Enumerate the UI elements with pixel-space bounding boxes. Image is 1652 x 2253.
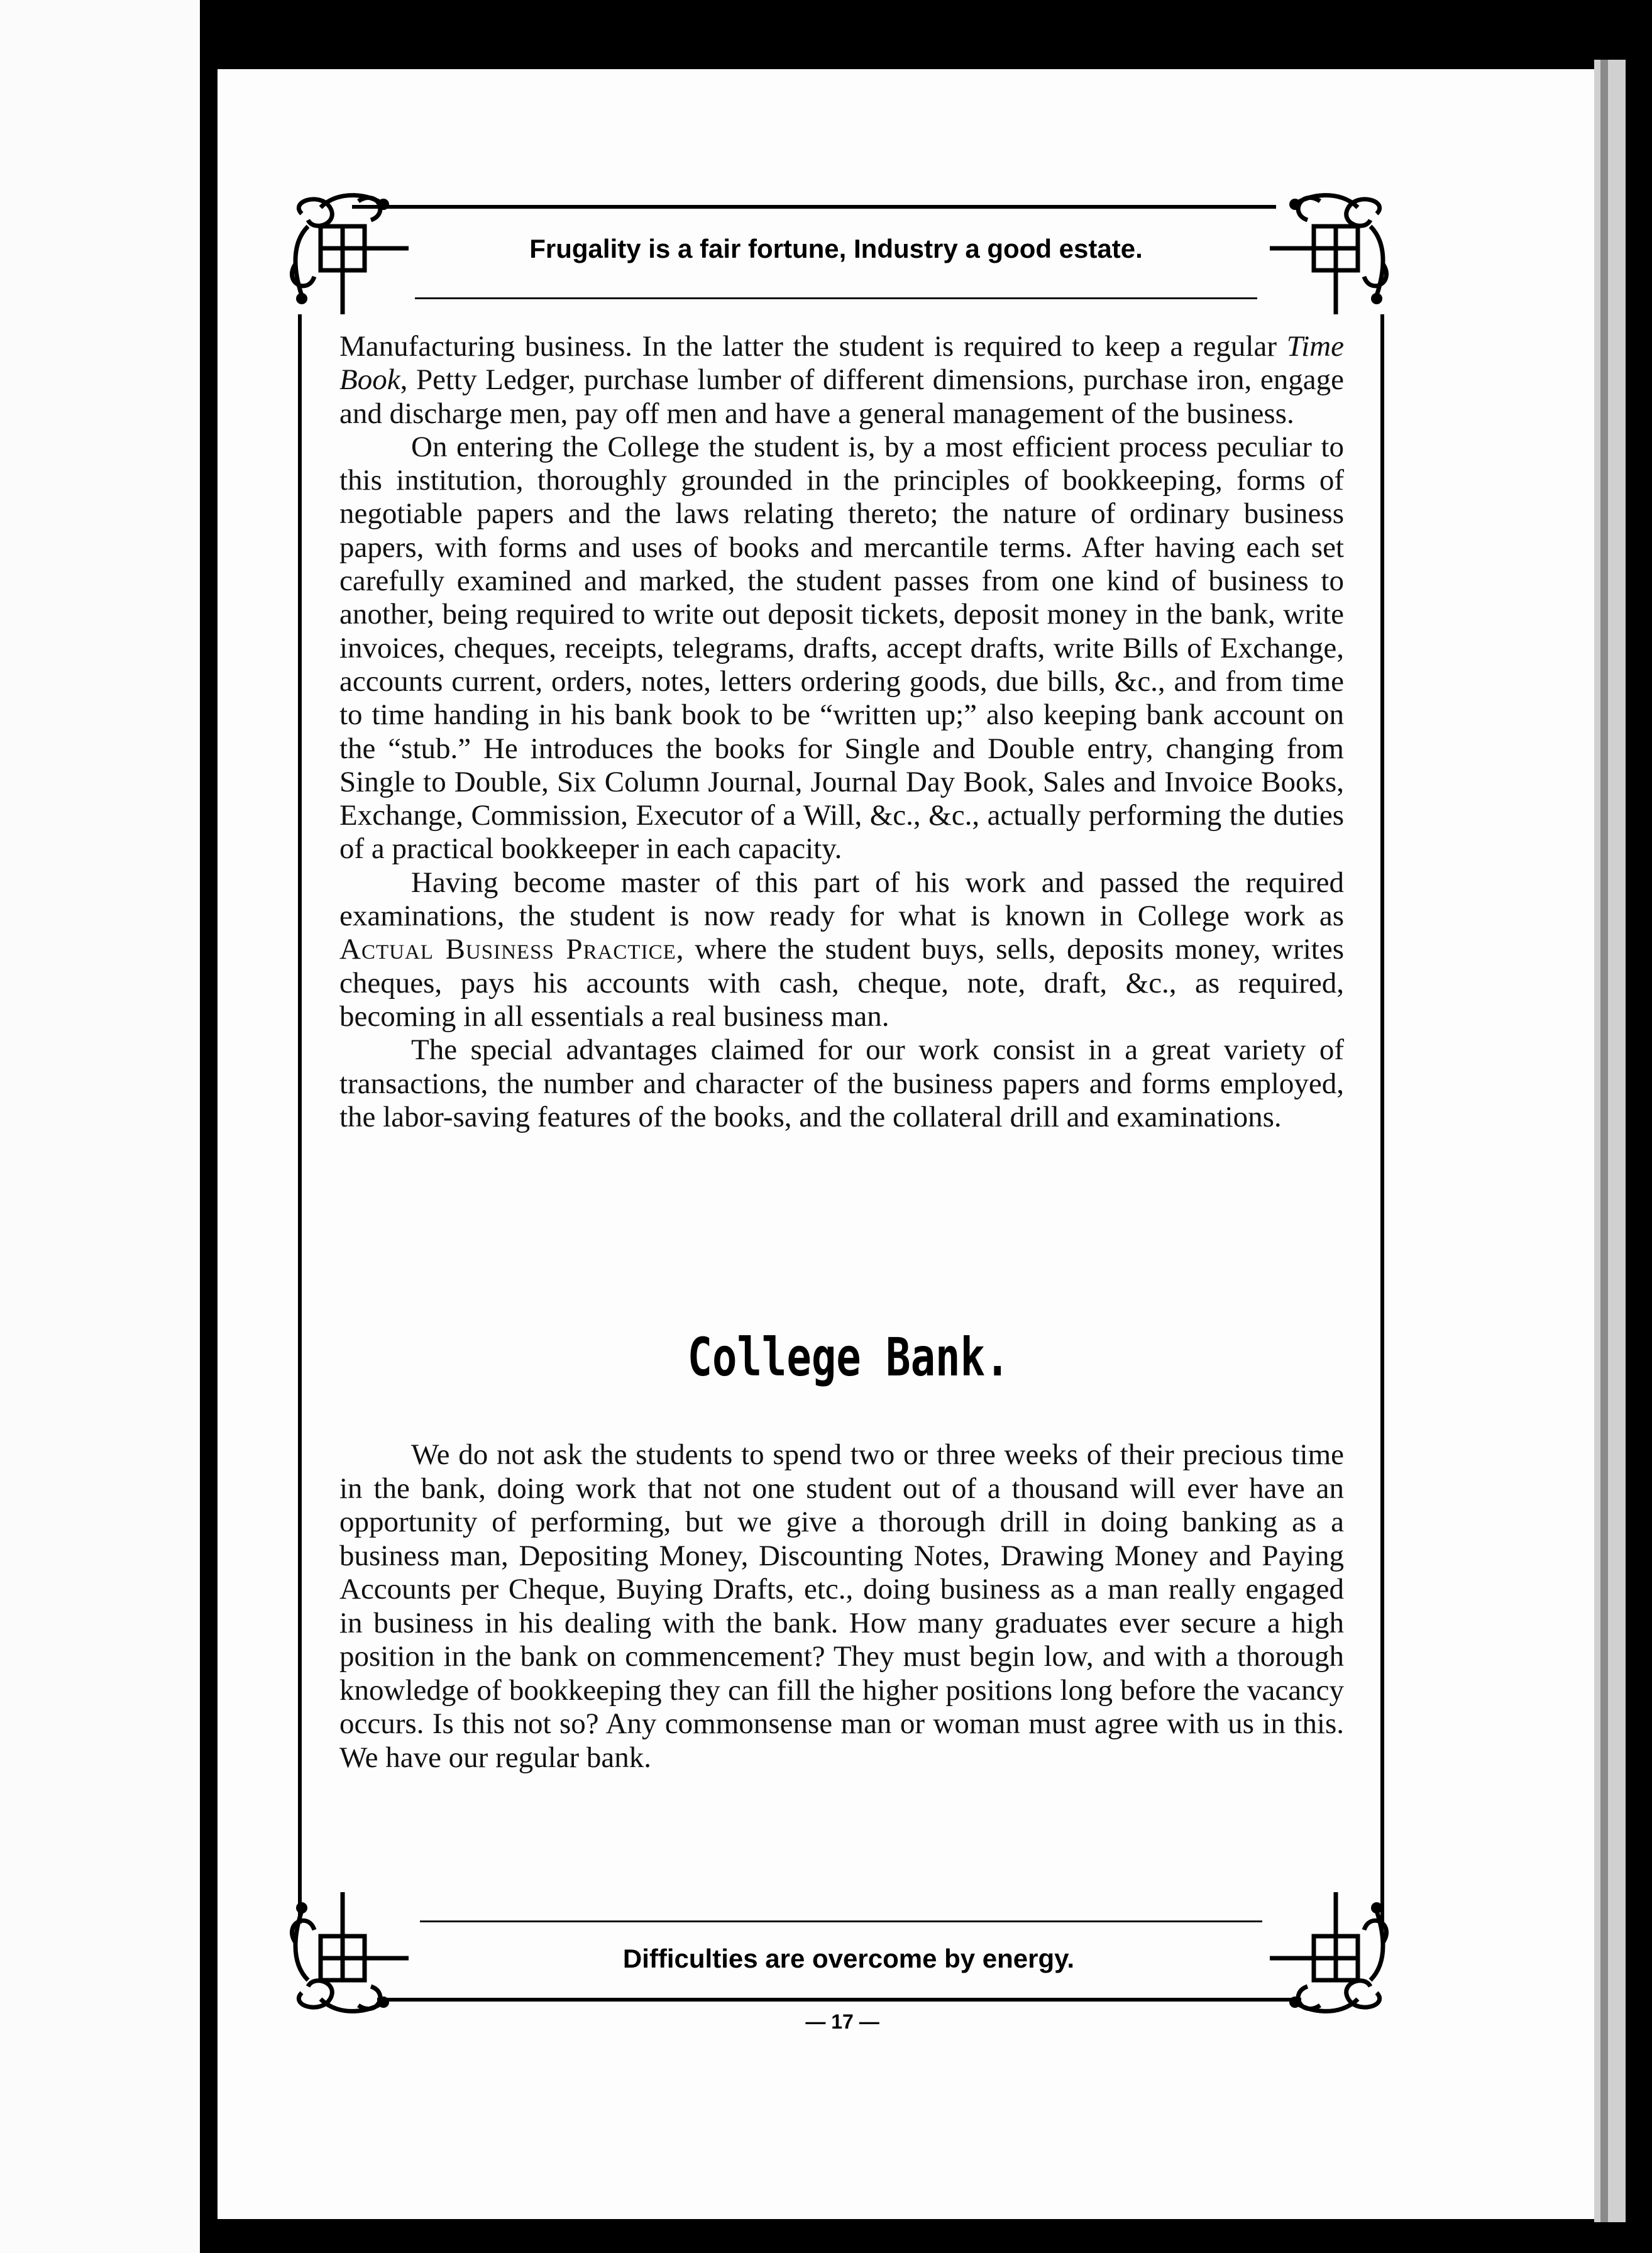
frame-left-line: [298, 314, 302, 1924]
paragraph-college-bank: We do not ask the students to spend two or three weeks of their precious time in the bank, doing work that not one student out of a thousand will ever have an opportunity of performing, but we give a thorough drill in doing banking as a business man, Depositing Money, Discounting Notes, Drawing Money and Paying Accounts per Cheque, Buying Drafts, etc., doing business as a man really engaged in business in his dealing with the bank. How many graduates ever secure a high position in the bank on commencement? They must begin low, and with a thorough knowledge of bookkeeping they can fill the higher positions long before the vacancy occurs. Is this not so? Any commonsense man or woman must agree with us in this. We have our regular bank.: [339, 1438, 1344, 1774]
frame-right-line: [1380, 314, 1384, 1924]
body-text: [339, 330, 1344, 1134]
frame-bottom-line: [377, 1998, 1301, 2002]
corner-ornament-top-left-icon: [283, 189, 415, 321]
college-bank-text: [339, 1438, 1344, 1775]
paragraph-business-practice: [339, 866, 1344, 1033]
corner-ornament-top-right-icon: [1264, 189, 1396, 321]
header-motto: Frugality is a fair fortune, Industry a good estate.: [529, 234, 1143, 263]
page-edge-shadow: [1600, 60, 1608, 2222]
paragraph-text: Manufacturing business. In the latter the student is required to keep a regular: [339, 330, 1287, 363]
section-heading: College Bank.: [687, 1326, 1010, 1388]
paragraph-entering-college: On entering the College the student is, by a most efficient process peculiar to this institution, thoroughly grounded in the principles of bookkeeping, forms of negotiable papers and the laws relating thereto; the nature of ordinary business papers, with forms and uses of books and mercantile terms. After having each set carefully examined and marked, the student passes from one kind of business to another, being required to write out deposit tickets, deposit money in the bank, write invoices, cheques, receipts, telegrams, drafts, accept drafts, write Bills of Exchange, accounts current, orders, notes, letters ordering goods, due bills, &c., and from time to time handing in his bank book to be “written up;” also keeping bank account on the “stub.” He introduces the books for Single and Double entry, changing from Single to Double, Six Column Journal, Journal Day Book, Sales and Invoice Books, Exchange, Commission, Executor of a Will, &c., &c., actually performing the duties of a practical bookkeeper in each capacity.: [339, 430, 1344, 866]
paragraph-manufacturing: [339, 330, 1344, 431]
paragraph-text: , Petty Ledger, purchase lumber of different dimensions, purchase iron, engage and discharge men, pay off men and have a general management of the business.: [339, 363, 1344, 430]
paragraph-text: , where the student buys, sells, deposits money, writes cheques, pays his accounts with cash, cheque, note, draft, &c., as required, becoming in all essentials a real business man.: [339, 933, 1344, 1033]
footer-motto: Difficulties are overcome by energy.: [622, 1944, 1075, 1973]
page-number: — 17 —: [805, 2010, 879, 2033]
italic-term: Time Book: [339, 330, 1344, 397]
corner-ornament-bottom-right-icon: [1264, 1886, 1396, 2018]
small-caps-term: Actual Business Practice: [339, 933, 676, 966]
paragraph-text: Having become master of this part of his work and passed the required examinations, the student is now ready for what is known in College work as: [339, 866, 1344, 933]
header-rule: [415, 297, 1257, 299]
page-edge: [1594, 60, 1626, 2222]
frame-top-line: [352, 205, 1276, 209]
corner-ornament-bottom-left-icon: [283, 1886, 415, 2018]
facing-page: [0, 0, 200, 2253]
footer-rule: [420, 1920, 1262, 1922]
book-gutter: [200, 0, 218, 2253]
paragraph-special-advantages: The special advantages claimed for our work consist in a great variety of transactions, the number and character of the business papers and forms employed, the labor-saving features of the books, and the collateral drill and examinations.: [339, 1033, 1344, 1133]
